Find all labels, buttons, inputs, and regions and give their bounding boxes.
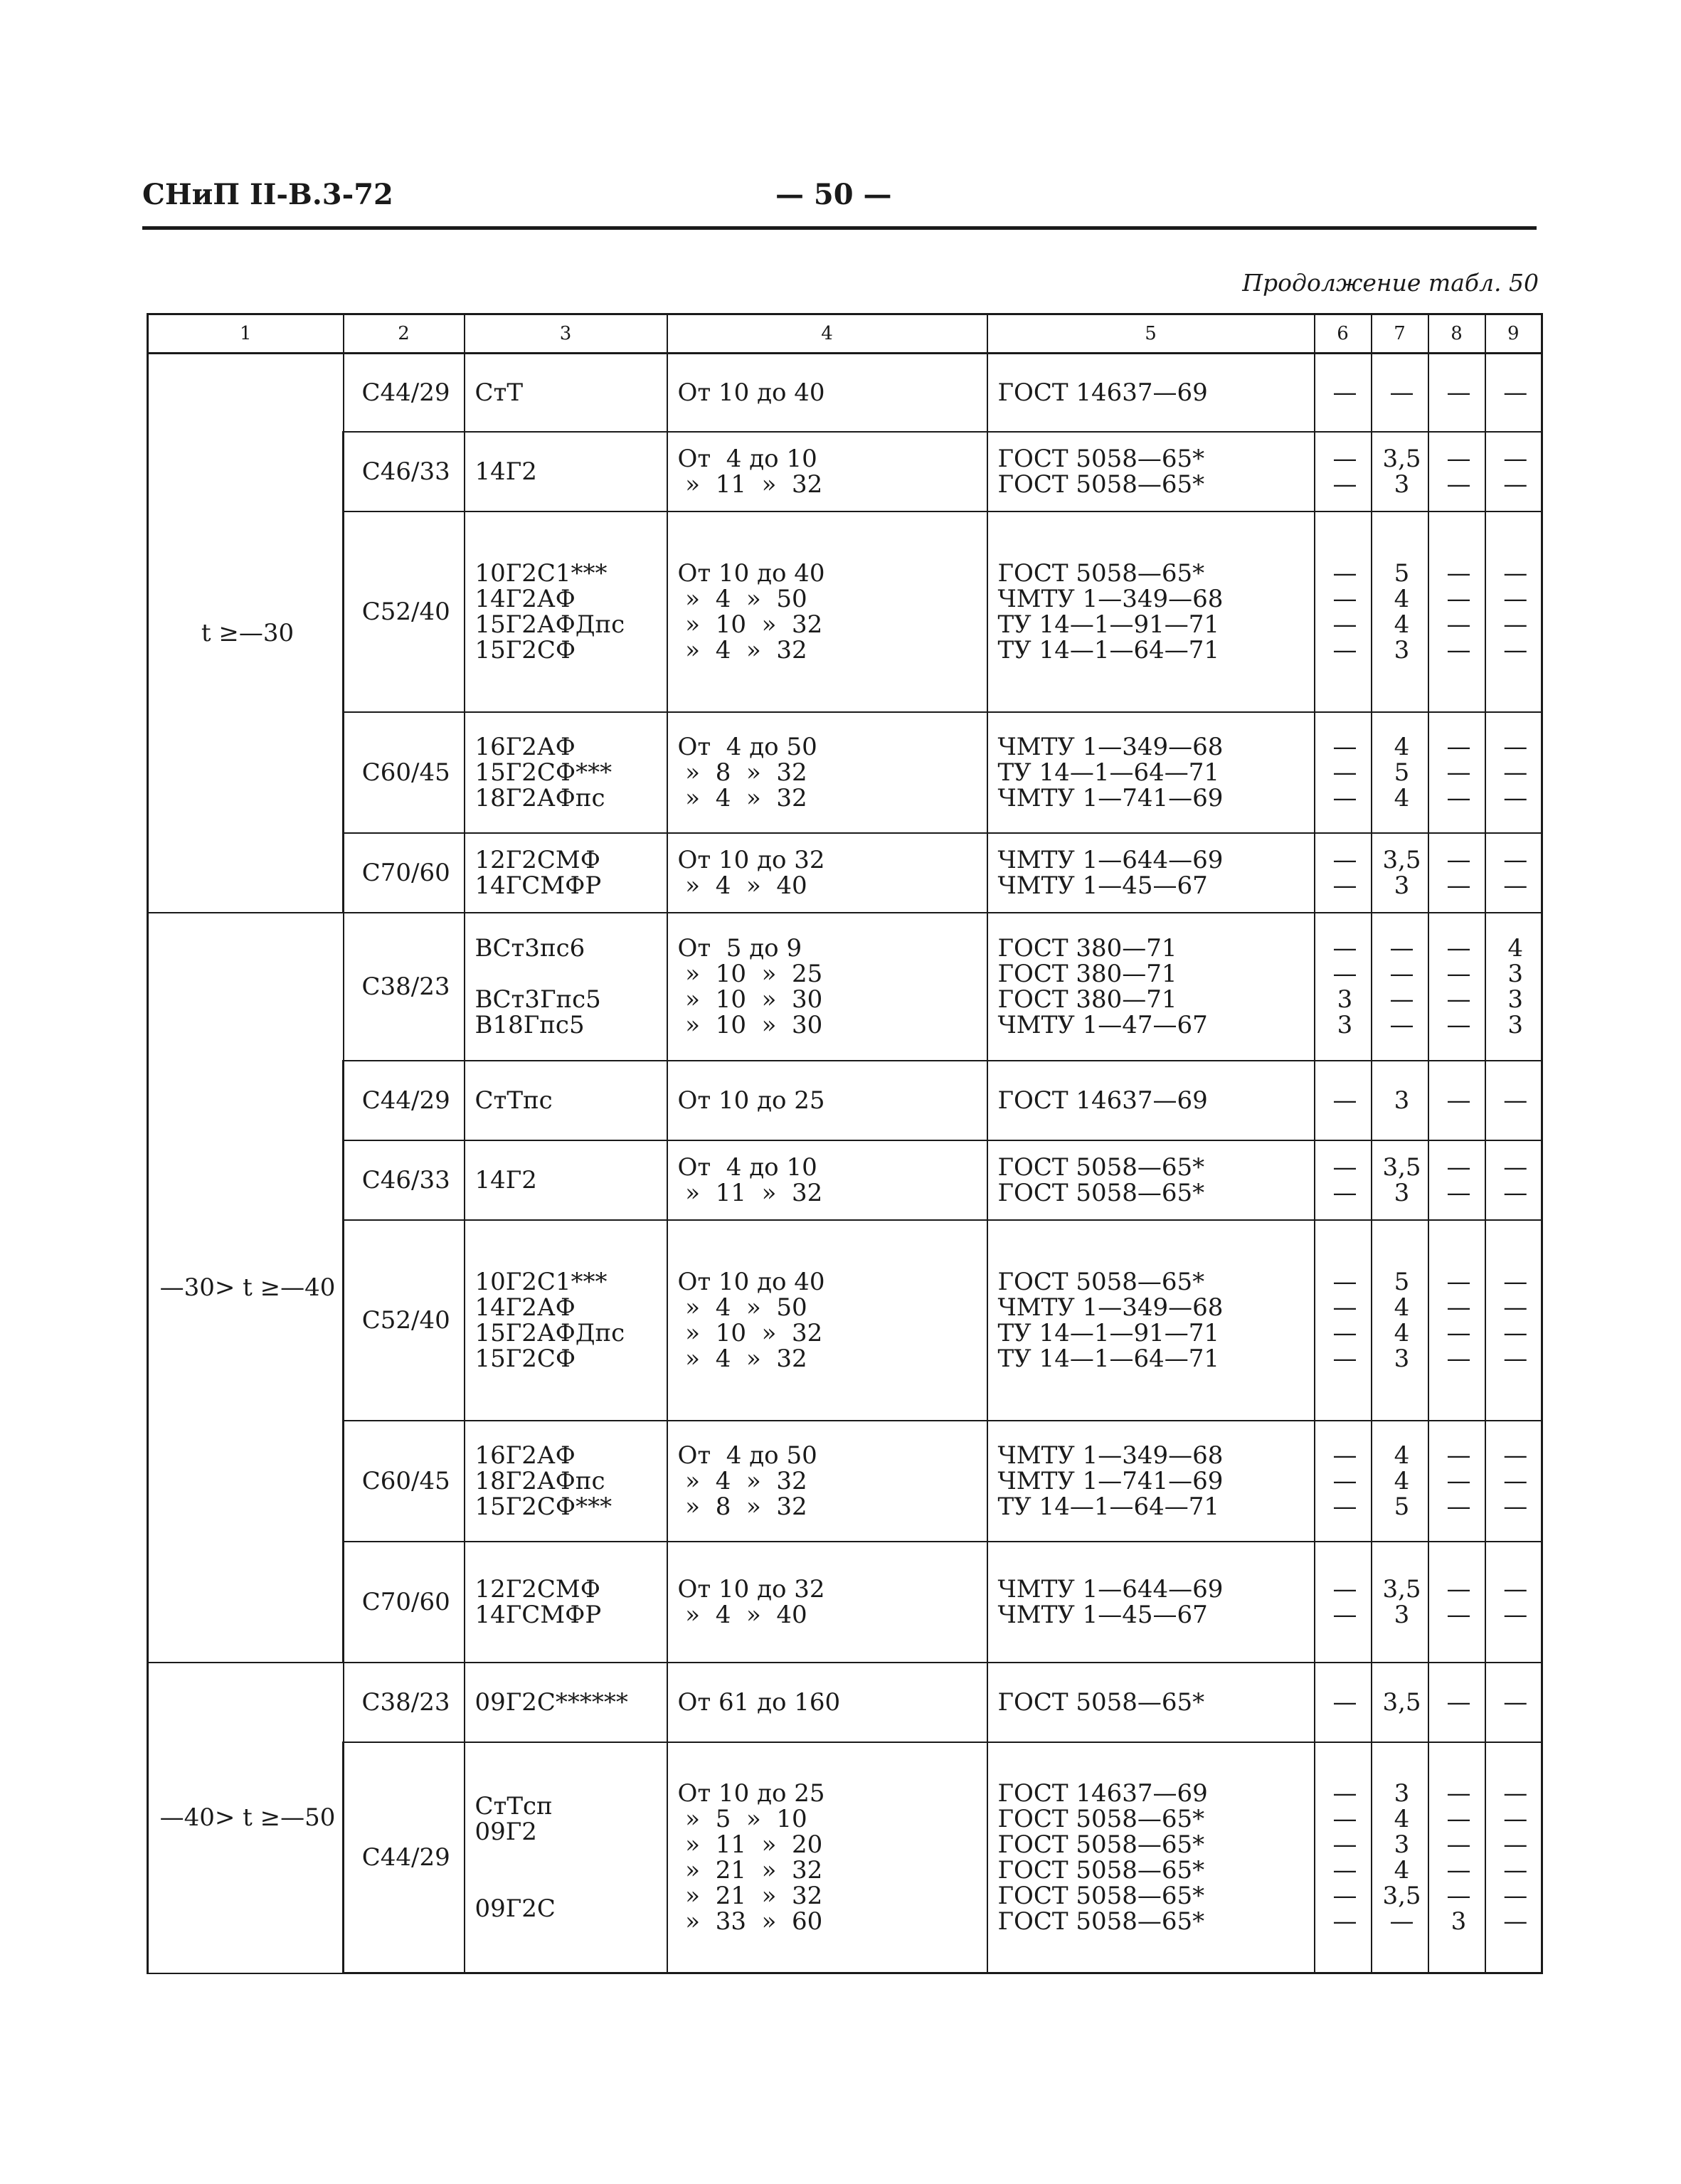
column-number: 3 (465, 314, 667, 354)
col7-cell: 4 4 5 (1372, 1421, 1428, 1542)
col9-cell: — — (1485, 1542, 1542, 1663)
col9-cell: — — — (1485, 712, 1542, 833)
column-number: 4 (667, 314, 987, 354)
table-row (148, 1663, 1542, 1742)
steel-grade-cell: 10Г2С1*** 14Г2АФ 15Г2АФДпс 15Г2СФ (465, 1220, 667, 1421)
col9-cell: — — — — (1485, 511, 1542, 712)
col8-cell: — (1428, 354, 1485, 432)
col9-cell: — (1485, 1061, 1542, 1140)
steel-grade-cell: СтТсп 09Г2 09Г2С (465, 1742, 667, 1973)
steel-class-cell: С44/29 (344, 1061, 465, 1140)
col9-cell: — — (1485, 432, 1542, 511)
col8-cell: — — — (1428, 1421, 1485, 1542)
steel-class-cell: С52/40 (344, 511, 465, 712)
steel-class-cell: С46/33 (344, 432, 465, 511)
col9-cell: — — — (1485, 1421, 1542, 1542)
col7-cell: 4 5 4 (1372, 712, 1428, 833)
table-row (148, 511, 1542, 712)
standard-cell: ГОСТ 14637—69 (987, 1061, 1315, 1140)
table-continuation-note: Продолжение табл. 50 (1242, 269, 1539, 297)
thickness-cell: От 10 до 40 (667, 354, 987, 432)
col8-cell: — — — — (1428, 913, 1485, 1061)
table-row (148, 432, 1542, 511)
standard-cell: ЧМТУ 1—644—69 ЧМТУ 1—45—67 (987, 833, 1315, 913)
standard-cell: ГОСТ 5058—65* ЧМТУ 1—349—68 ТУ 14—1—91—71 ТУ 14—1—64—71 (987, 1220, 1315, 1421)
col9-cell: — — (1485, 833, 1542, 913)
steel-grade-cell: ВСт3пс6 ВСт3Гпс5 В18Гпс5 (465, 913, 667, 1061)
col8-cell: — — (1428, 1542, 1485, 1663)
thickness-cell: От 4 до 50 » 4 » 32 » 8 » 32 (667, 1421, 987, 1542)
thickness-cell: От 5 до 9 » 10 » 25 » 10 » 30 » 10 » 30 (667, 913, 987, 1061)
standard-cell: ГОСТ 5058—65* ГОСТ 5058—65* (987, 1140, 1315, 1220)
standard-cell: ГОСТ 14637—69 (987, 354, 1315, 432)
table-row (148, 1140, 1542, 1220)
col6-cell: — — (1315, 432, 1372, 511)
table-row (148, 1061, 1542, 1140)
standard-cell: ЧМТУ 1—349—68 ЧМТУ 1—741—69 ТУ 14—1—64—71 (987, 1421, 1315, 1542)
column-number: 1 (148, 314, 344, 354)
col7-cell: 3,5 (1372, 1663, 1428, 1742)
steel-class-cell: С60/45 (344, 712, 465, 833)
steel-grade-cell: 12Г2СМФ 14ГСМФР (465, 833, 667, 913)
steel-class-cell: С60/45 (344, 1421, 465, 1542)
table-row (148, 1220, 1542, 1421)
col9-cell: — (1485, 1663, 1542, 1742)
col7-cell: 3,5 3 (1372, 1140, 1428, 1220)
steel-table (147, 313, 1543, 1974)
thickness-cell: От 4 до 10 » 11 » 32 (667, 1140, 987, 1220)
table-row (148, 913, 1542, 1061)
column-number: 9 (1485, 314, 1542, 354)
steel-class-cell: С38/23 (344, 913, 465, 1061)
table-row (148, 1421, 1542, 1542)
steel-class-cell: С38/23 (344, 1663, 465, 1742)
steel-grade-cell: 12Г2СМФ 14ГСМФР (465, 1542, 667, 1663)
temperature-range-cell: —40> t ≥—50 (148, 1663, 344, 1973)
steel-class-cell: С52/40 (344, 1220, 465, 1421)
steel-grade-cell: СтТпс (465, 1061, 667, 1140)
steel-grade-cell: 16Г2АФ 18Г2АФпс 15Г2СФ*** (465, 1421, 667, 1542)
steel-class-cell: С70/60 (344, 1542, 465, 1663)
col9-cell: 4 3 3 3 (1485, 913, 1542, 1061)
col9-cell: — — — — (1485, 1220, 1542, 1421)
table-row (148, 1542, 1542, 1663)
col7-cell: — (1372, 354, 1428, 432)
col8-cell: — — — — (1428, 1220, 1485, 1421)
thickness-cell: От 4 до 10 » 11 » 32 (667, 432, 987, 511)
col6-cell: — — (1315, 1140, 1372, 1220)
thickness-cell: От 10 до 25 » 5 » 10 » 11 » 20 » 21 » 32 » 21 » 32 » 33 » 60 (667, 1742, 987, 1973)
col6-cell: — — (1315, 1542, 1372, 1663)
col6-cell: — — — — (1315, 1220, 1372, 1421)
col9-cell: — — — — — — (1485, 1742, 1542, 1973)
col7-cell: 5 4 4 3 (1372, 1220, 1428, 1421)
header-rule (142, 226, 1537, 230)
col8-cell: — — — — (1428, 511, 1485, 712)
thickness-cell: От 4 до 50 » 8 » 32 » 4 » 32 (667, 712, 987, 833)
temperature-range-cell: t ≥—30 (148, 354, 344, 913)
col6-cell: — (1315, 354, 1372, 432)
column-number-header (148, 314, 1542, 354)
steel-class-cell: С44/29 (344, 1742, 465, 1973)
steel-class-cell: С46/33 (344, 1140, 465, 1220)
thickness-cell: От 10 до 25 (667, 1061, 987, 1140)
table-row (148, 712, 1542, 833)
col6-cell: — — 3 3 (1315, 913, 1372, 1061)
col7-cell: 3,5 3 (1372, 432, 1428, 511)
steel-grade-cell: СтТ (465, 354, 667, 432)
col8-cell: — — (1428, 432, 1485, 511)
col8-cell: — (1428, 1061, 1485, 1140)
col7-cell: — — — — (1372, 913, 1428, 1061)
standard-cell: ГОСТ 5058—65* ЧМТУ 1—349—68 ТУ 14—1—91—71 ТУ 14—1—64—71 (987, 511, 1315, 712)
standard-cell: ГОСТ 14637—69 ГОСТ 5058—65* ГОСТ 5058—65* ГОСТ 5058—65* ГОСТ 5058—65* ГОСТ 5058—65* (987, 1742, 1315, 1973)
column-number: 5 (987, 314, 1315, 354)
thickness-cell: От 10 до 32 » 4 » 40 (667, 1542, 987, 1663)
steel-grade-cell: 14Г2 (465, 432, 667, 511)
steel-grade-cell: 14Г2 (465, 1140, 667, 1220)
thickness-cell: От 10 до 32 » 4 » 40 (667, 833, 987, 913)
col6-cell: — — — — (1315, 511, 1372, 712)
standard-cell: ЧМТУ 1—349—68 ТУ 14—1—64—71 ЧМТУ 1—741—69 (987, 712, 1315, 833)
col6-cell: — — — (1315, 712, 1372, 833)
steel-class-cell: С70/60 (344, 833, 465, 913)
table-row (148, 1742, 1542, 1973)
col6-cell: — — — (1315, 1421, 1372, 1542)
steel-grade-cell: 09Г2С****** (465, 1663, 667, 1742)
temperature-range-cell: —30> t ≥—40 (148, 913, 344, 1663)
table-row (148, 833, 1542, 913)
standard-cell: ГОСТ 5058—65* ГОСТ 5058—65* (987, 432, 1315, 511)
col6-cell: — — — — — — (1315, 1742, 1372, 1973)
col8-cell: — — — — — 3 (1428, 1742, 1485, 1973)
col9-cell: — — (1485, 1140, 1542, 1220)
page-number: — 50 — (775, 178, 892, 211)
col8-cell: — (1428, 1663, 1485, 1742)
col8-cell: — — — (1428, 712, 1485, 833)
standard-cell: ГОСТ 5058—65* (987, 1663, 1315, 1742)
thickness-cell: От 61 до 160 (667, 1663, 987, 1742)
col6-cell: — (1315, 1061, 1372, 1140)
thickness-cell: От 10 до 40 » 4 » 50 » 10 » 32 » 4 » 32 (667, 1220, 987, 1421)
col7-cell: 3,5 3 (1372, 833, 1428, 913)
col9-cell: — (1485, 354, 1542, 432)
col7-cell: 3 4 3 4 3,5 — (1372, 1742, 1428, 1973)
steel-grade-cell: 16Г2АФ 15Г2СФ*** 18Г2АФпс (465, 712, 667, 833)
standard-cell: ЧМТУ 1—644—69 ЧМТУ 1—45—67 (987, 1542, 1315, 1663)
steel-grade-cell: 10Г2С1*** 14Г2АФ 15Г2АФДпс 15Г2СФ (465, 511, 667, 712)
column-number: 2 (344, 314, 465, 354)
table-row (148, 354, 1542, 432)
standard-cell: ГОСТ 380—71 ГОСТ 380—71 ГОСТ 380—71 ЧМТУ 1—47—67 (987, 913, 1315, 1061)
col8-cell: — — (1428, 1140, 1485, 1220)
col6-cell: — — (1315, 833, 1372, 913)
steel-class-cell: С44/29 (344, 354, 465, 432)
col8-cell: — — (1428, 833, 1485, 913)
col7-cell: 5 4 4 3 (1372, 511, 1428, 712)
col6-cell: — (1315, 1663, 1372, 1742)
col7-cell: 3,5 3 (1372, 1542, 1428, 1663)
column-number: 8 (1428, 314, 1485, 354)
thickness-cell: От 10 до 40 » 4 » 50 » 10 » 32 » 4 » 32 (667, 511, 987, 712)
document-code: СНиП II-В.3-72 (142, 178, 393, 211)
col7-cell: 3 (1372, 1061, 1428, 1140)
column-number: 6 (1315, 314, 1372, 354)
column-number: 7 (1372, 314, 1428, 354)
